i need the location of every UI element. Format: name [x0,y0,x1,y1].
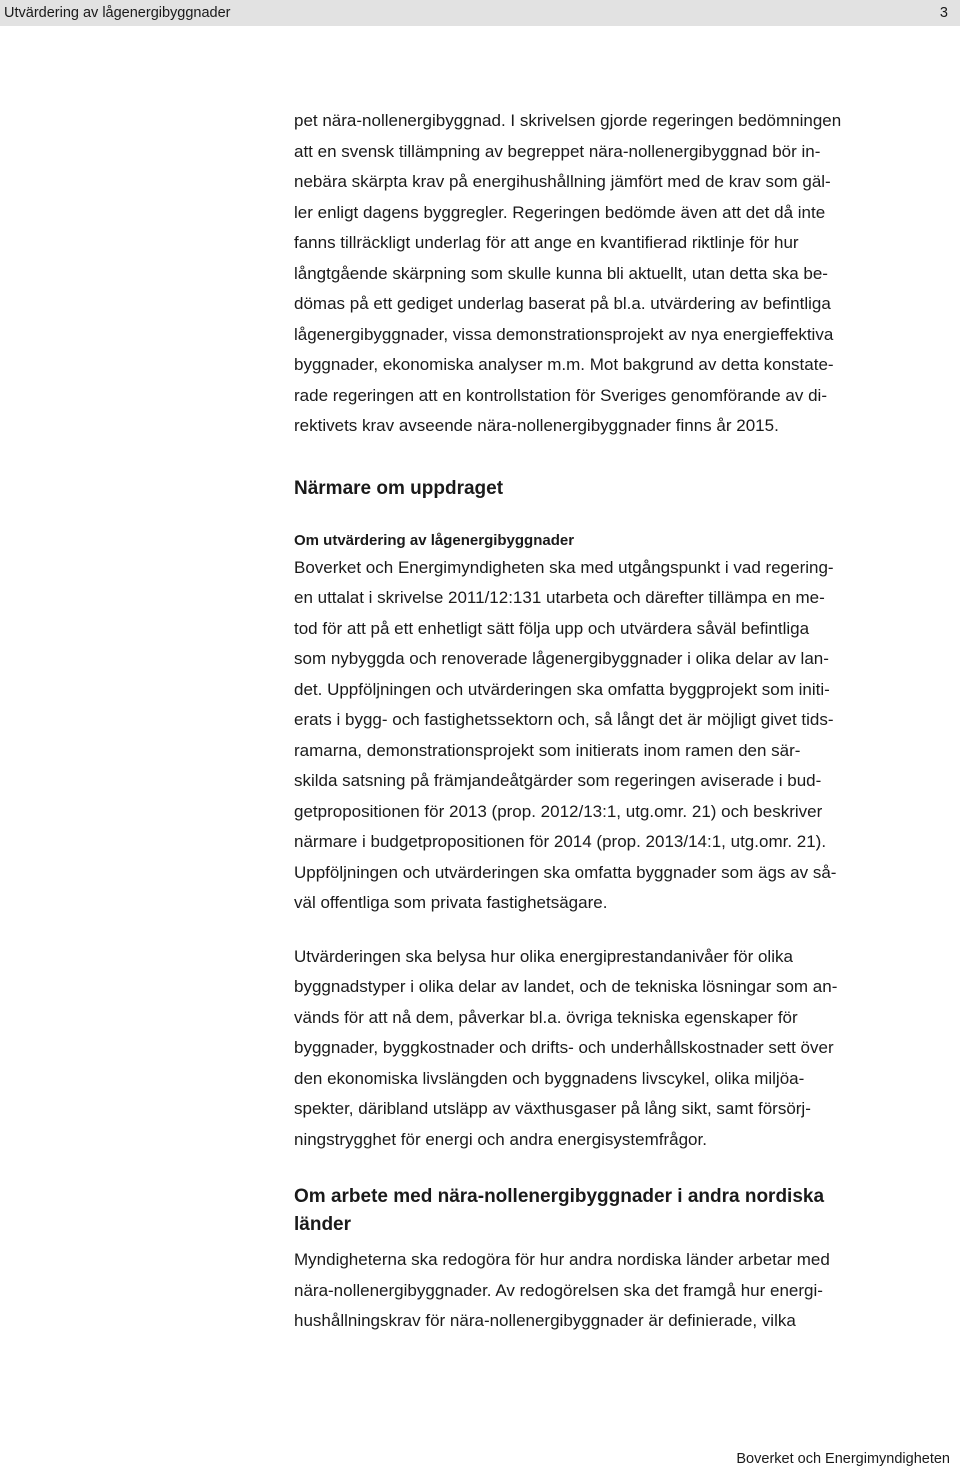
text-line: byggnadstyper i olika delar av landet, och de tekniska lösningar som an- [294,977,838,996]
text-line: pet nära-nollenergibyggnad. I skrivelsen gjorde regeringen bedömningen [294,111,842,130]
text-line: dömas på ett gediget underlag baserat på bl.a. utvärdering av befintliga [294,294,831,313]
text-line: spekter, däribland utsläpp av växthusgaser på lång sikt, samt försörj- [294,1099,811,1118]
text-line: ningstrygghet för energi och andra energisystemfrågor. [294,1129,707,1149]
section-heading-nordiska [294,1183,914,1239]
text-line: det. Uppföljningen och utvärderingen ska omfatta byggprojekt som initi- [294,679,830,699]
text-line: som nybyggda och renoverade lågenergibyggnader i olika delar av lan- [294,649,829,668]
text-line: närmare i budgetpropositionen för 2014 (prop. 2013/14:1, utg.omr. 21). [294,832,827,851]
narmare-paragraph-1 [294,553,914,919]
text-line: lågenergibyggnader, vissa demonstrationsprojekt av nya energieffektiva [294,324,834,344]
text-line: nära-nollenergibyggnader. Av redogörelsen ska det framgå hur energi- [294,1280,823,1300]
page-content [294,106,914,1337]
text-line: Myndigheterna ska redogöra för hur andra nordiska länder arbetar med [294,1250,830,1269]
narmare-paragraph-2 [294,942,914,1156]
text-line: erats i bygg- och fastighetssektorn och, så långt det är möjligt givet tids- [294,710,834,729]
text-line: en uttalat i skrivelse 2011/12:131 utarbeta och därefter tillämpa en me- [294,588,825,607]
text-line: ler enligt dagens byggregler. Regeringen bedömde även att det då inte [294,202,826,222]
text-line: byggnader, ekonomiska analyser m.m. Mot bakgrund av detta konstate- [294,355,834,374]
text-line: byggnader, byggkostnader och drifts- och underhållskostnader sett över [294,1038,834,1057]
page-footer: Boverket och Energimyndigheten [736,1451,950,1467]
text-line: Utvärderingen ska belysa hur olika energiprestandanivåer för olika [294,946,793,966]
nordiska-paragraph [294,1245,914,1337]
text-line: skilda satsning på främjandeåtgärder som regeringen aviserade i bud- [294,771,822,790]
text-line: långtgående skärpning som skulle kunna bli aktuellt, utan detta ska be- [294,263,828,283]
text-line: ramarna, demonstrationsprojekt som initierats inom ramen den sär- [294,740,801,760]
text-line: Boverket och Energimyndigheten ska med utgångspunkt i vad regering- [294,557,834,577]
document-title: Utvärdering av lågenergibyggnader [4,5,231,21]
text-line: den ekonomiska livslängden och byggnadens livscykel, olika miljöa- [294,1068,805,1088]
text-line: nebära skärpta krav på energihushållning jämfört med de krav som gäl- [294,172,831,191]
text-line: fanns tillräckligt underlag för att ange en kvantifierad riktlinje för hur [294,233,799,252]
intro-paragraph [294,106,914,442]
text-line: rade regeringen att en kontrollstation för Sveriges genomförande av di- [294,385,827,405]
text-line: Uppföljningen och utvärderingen ska omfatta byggnader som ägs av så- [294,862,837,882]
heading-line: länder [294,1214,352,1235]
text-line: väl offentliga som privata fastighetsägare. [294,893,608,912]
text-line: att en svensk tillämpning av begreppet nära-nollenergibyggnad bör in- [294,141,821,161]
page-header [0,0,960,26]
text-line: vänds för att nå dem, påverkar bl.a. övriga tekniska egenskaper för [294,1007,798,1027]
page-number: 3 [939,5,948,21]
text-line: hushållningskrav för nära-nollenergibyggnader är definierade, vilka [294,1311,796,1330]
text-line: tod för att på ett enhetligt sätt följa upp och utvärdera såväl befintliga [294,618,810,638]
heading-line: Om arbete med nära-nollenergibyggnader i andra nordiska [294,1186,825,1207]
text-line: getpropositionen för 2013 (prop. 2012/13:1, utg.omr. 21) och beskriver [294,801,823,821]
section-heading-narmare: Närmare om uppdraget [294,477,504,499]
subsection-heading-utvardering: Om utvärdering av lågenergibyggnader [294,531,575,549]
text-line: rektivets krav avseende nära-nollenergibyggnader finns år 2015. [294,416,779,435]
